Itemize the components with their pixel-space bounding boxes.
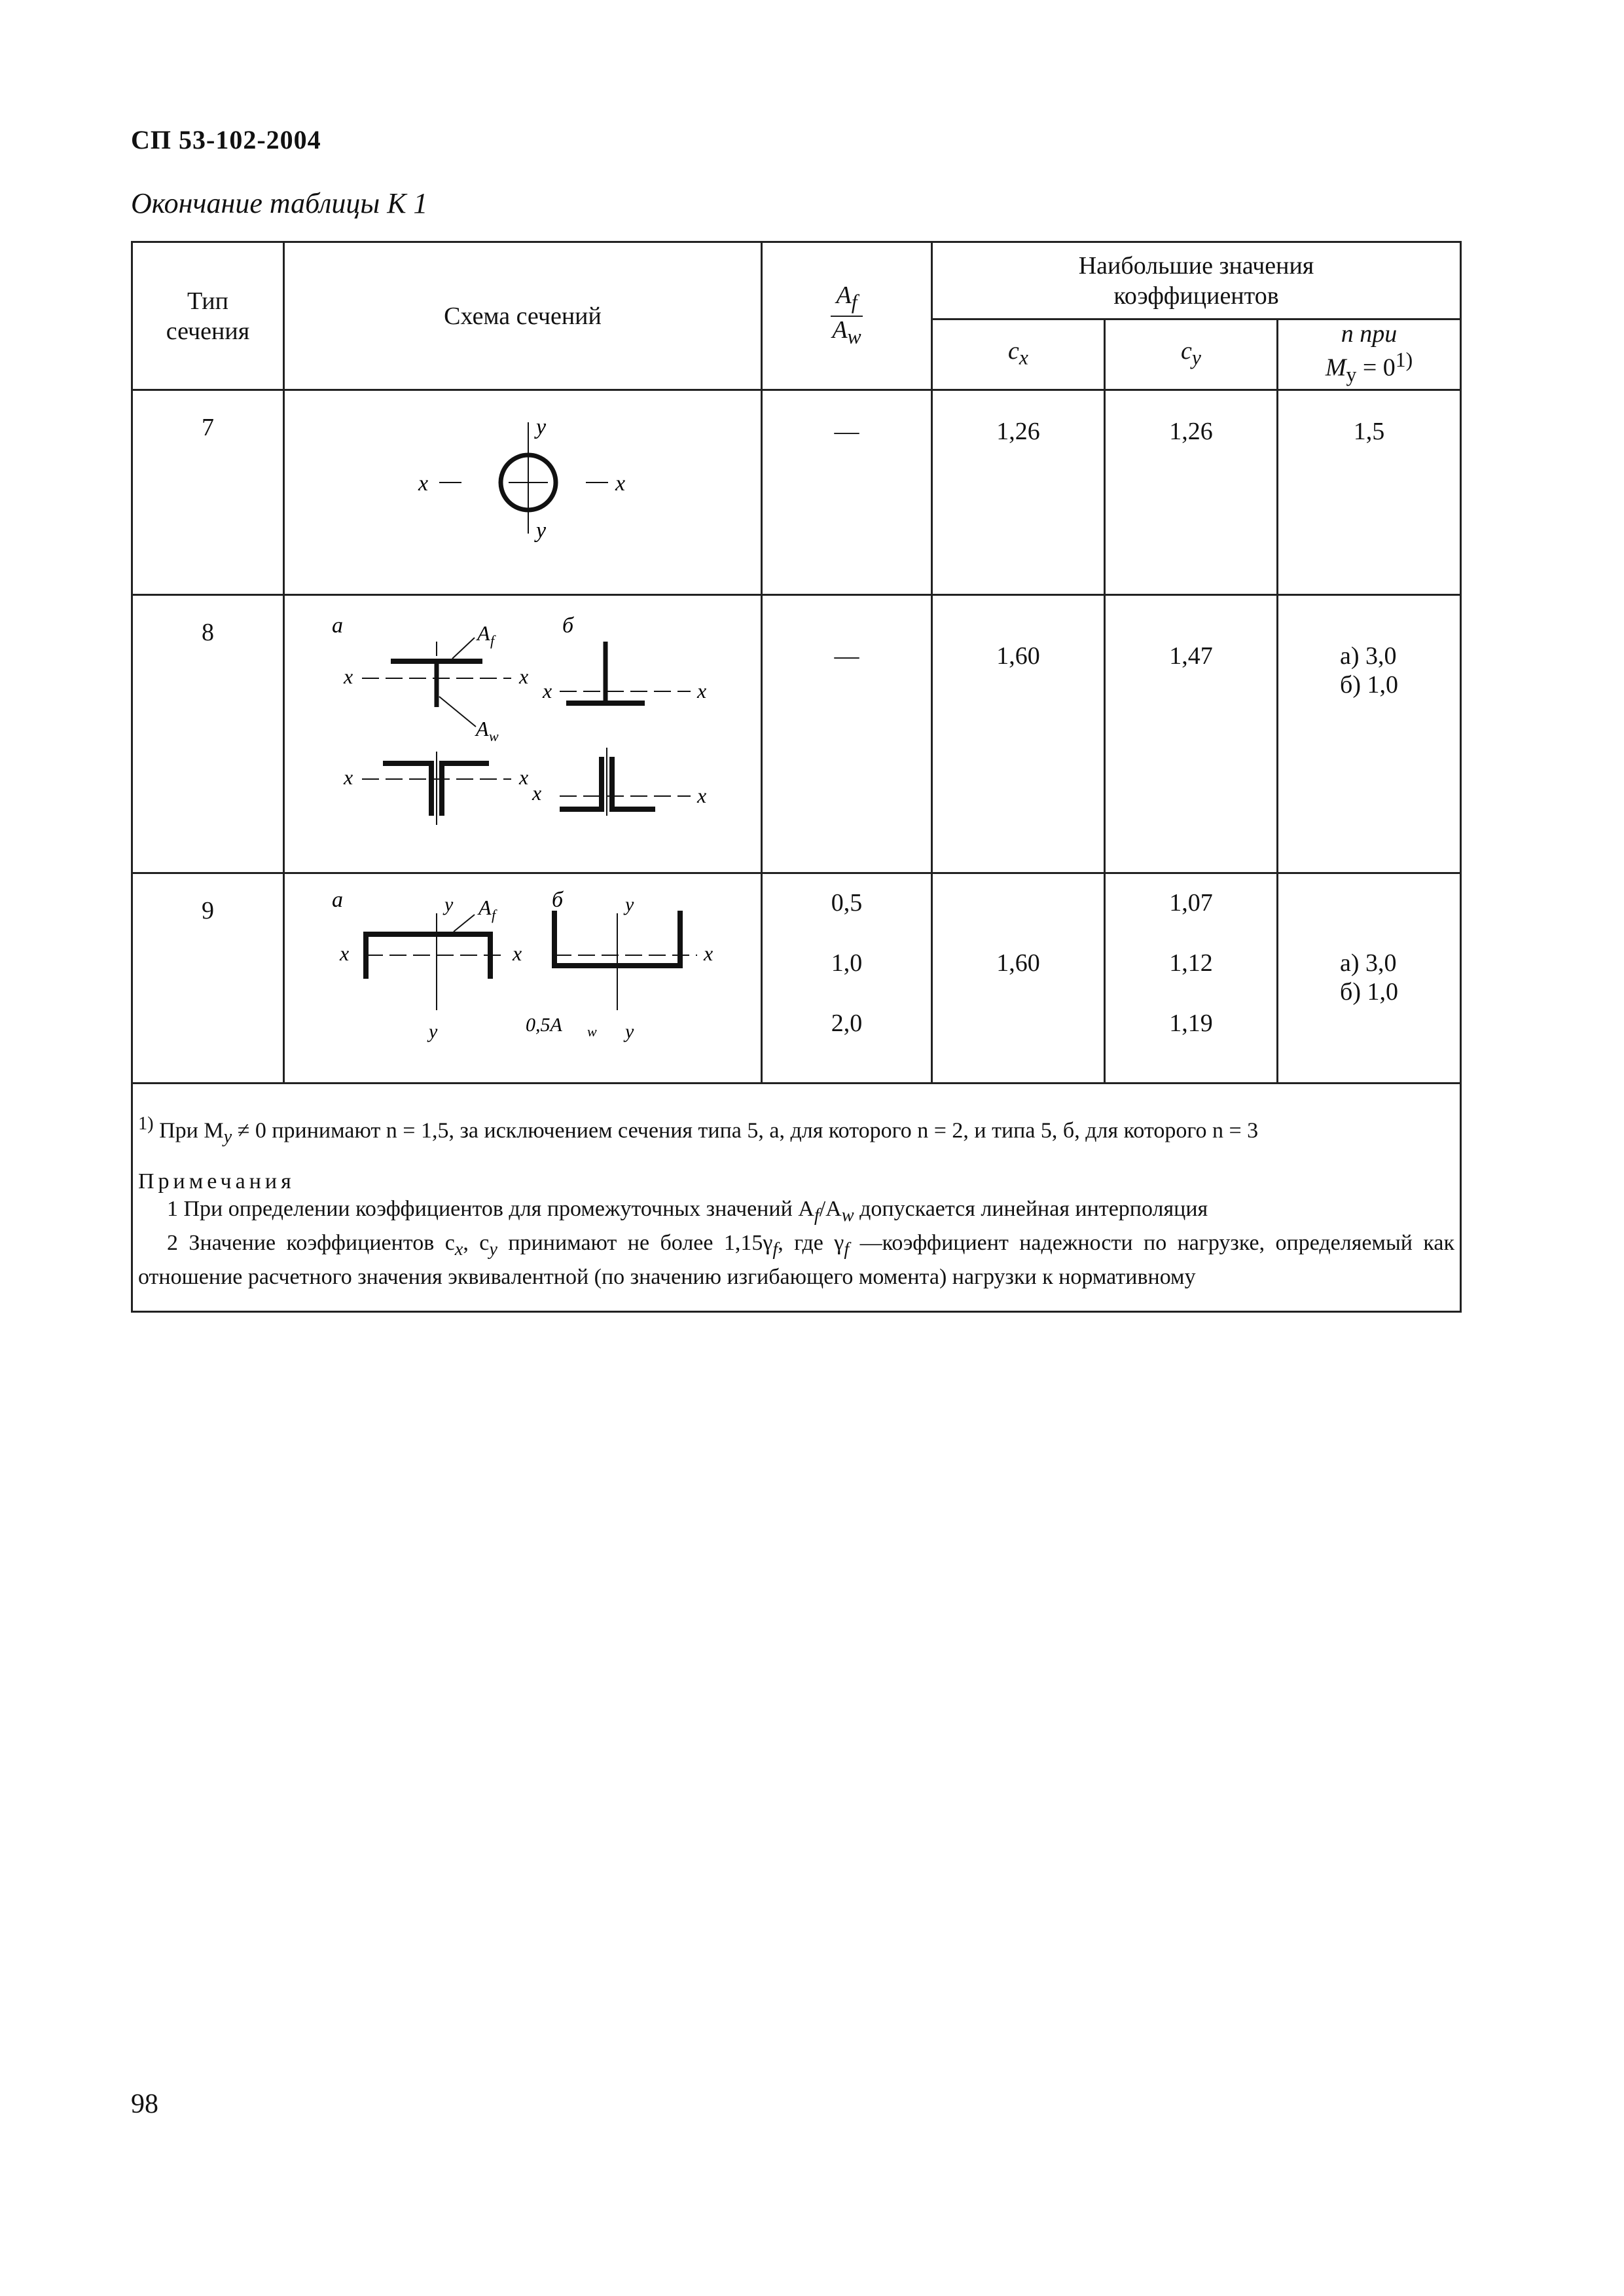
cy-value: 1,19 [1169, 1010, 1213, 1037]
row-n-b: б) 1,0 [1340, 978, 1399, 1006]
header-n: n при $M_y = 0^{1)}$ [1278, 319, 1461, 390]
notes-cell [132, 1084, 1461, 1312]
svg-text:A: A [478, 896, 492, 919]
page-number: 98 [131, 2089, 158, 2119]
scheme-cell [284, 873, 762, 1084]
header-ratio: $\frac{A_f}{A_w}$ [762, 242, 932, 390]
svg-text:x: x [532, 781, 542, 805]
row-cy: 1,26 [1105, 390, 1278, 595]
notes-title: Примечания [138, 1169, 295, 1194]
svg-text:x: x [418, 471, 429, 496]
svg-text:y: y [536, 415, 547, 439]
svg-text:y: y [625, 894, 634, 915]
row-n: 1,5 [1278, 390, 1461, 595]
svg-text:y: y [536, 519, 547, 543]
scheme-cell [284, 595, 762, 873]
svg-text:x: x [519, 665, 529, 688]
table-row [132, 390, 1461, 595]
svg-text:а: а [332, 888, 343, 912]
svg-text:x: x [513, 941, 522, 965]
svg-text:0,5A: 0,5A [526, 1014, 562, 1036]
header-cx: $c_x$ [932, 319, 1105, 390]
row-type: 9 [132, 873, 284, 1084]
footnote: $^{1)}$ При $M_y \ne 0$ принимают n = 1,5, за исключением сечения типа 5, а, для которого n = 2, и типа 5, б, для которого n = 3 [138, 1114, 1259, 1148]
svg-text:x: x [519, 765, 529, 789]
row-ratio: — [762, 390, 932, 595]
row-n-a: а) 3,0 [1340, 642, 1397, 670]
header-type: Тип сечения [132, 242, 284, 390]
scheme-cell [284, 390, 762, 595]
svg-text:x: x [344, 665, 353, 688]
svg-text:y: y [625, 1021, 634, 1042]
note-1: 1 При определении коэффициентов для промежуточных значений $A_f/A_w$ допускается линейная интерполяция [167, 1197, 1208, 1226]
row-ratio: — [762, 595, 932, 873]
circle-section-diagram [285, 391, 759, 587]
row-n-a: а) 3,0 [1340, 949, 1397, 977]
svg-text:f: f [492, 907, 496, 923]
svg-text:y: y [429, 1021, 438, 1042]
svg-text:x: x [340, 941, 350, 965]
row-cy: 1,47 [1105, 595, 1278, 873]
header-max-values: Наибольшие значения коэффициентов [932, 242, 1461, 319]
row-ratio [762, 873, 932, 1084]
row-cx: 1,60 [932, 873, 1105, 1084]
cy-value: 1,12 [1169, 949, 1213, 977]
row-n [1278, 873, 1461, 1084]
table-caption: Окончание таблицы К 1 [131, 187, 428, 219]
svg-text:w: w [587, 1023, 597, 1040]
row-cy [1105, 873, 1278, 1084]
svg-text:x: x [704, 941, 713, 965]
svg-text:б: б [562, 613, 574, 638]
row-type: 7 [132, 390, 284, 595]
ratio-value: 2,0 [831, 1010, 863, 1037]
ratio-value: 0,5 [831, 889, 863, 917]
svg-text:а: а [332, 613, 343, 638]
notes-row [132, 1084, 1461, 1312]
document-code: СП 53-102-2004 [131, 125, 321, 155]
cy-value: 1,07 [1169, 889, 1213, 917]
svg-text:A: A [477, 621, 490, 645]
table-row [132, 595, 1461, 873]
svg-text:x: x [344, 765, 353, 789]
t-section-diagram [285, 596, 759, 866]
row-type: 8 [132, 595, 284, 873]
row-n-b: б) 1,0 [1340, 671, 1399, 699]
row-cx: 1,60 [932, 595, 1105, 873]
svg-text:y: y [444, 894, 454, 915]
svg-text:w: w [489, 728, 499, 744]
header-cy: $c_y$ [1105, 319, 1278, 390]
svg-text:x: x [697, 679, 707, 702]
ratio-value: 1,0 [831, 949, 863, 977]
svg-text:x: x [697, 784, 707, 807]
header-scheme: Схема сечений [284, 242, 762, 390]
svg-text:f: f [490, 632, 495, 649]
svg-text:A: A [476, 717, 489, 740]
row-n [1278, 595, 1461, 873]
note-2: 2 Значение коэффициентов $c_x$, $c_y$ принимают не более $1,15\gamma_f$, где $\gamma_f$ —коэффициент надежности по нагрузке, определяемый как отношение расчетного значения эквивалентной (по значению изгибающего момента) нагрузки к нормативному [138, 1230, 1455, 1289]
svg-text:x: x [543, 679, 552, 702]
svg-text:б: б [552, 888, 564, 912]
row-cx: 1,26 [932, 390, 1105, 595]
channel-section-diagram [285, 874, 759, 1076]
svg-text:x: x [615, 471, 626, 496]
coefficients-table [131, 241, 1462, 1313]
table-row [132, 873, 1461, 1084]
